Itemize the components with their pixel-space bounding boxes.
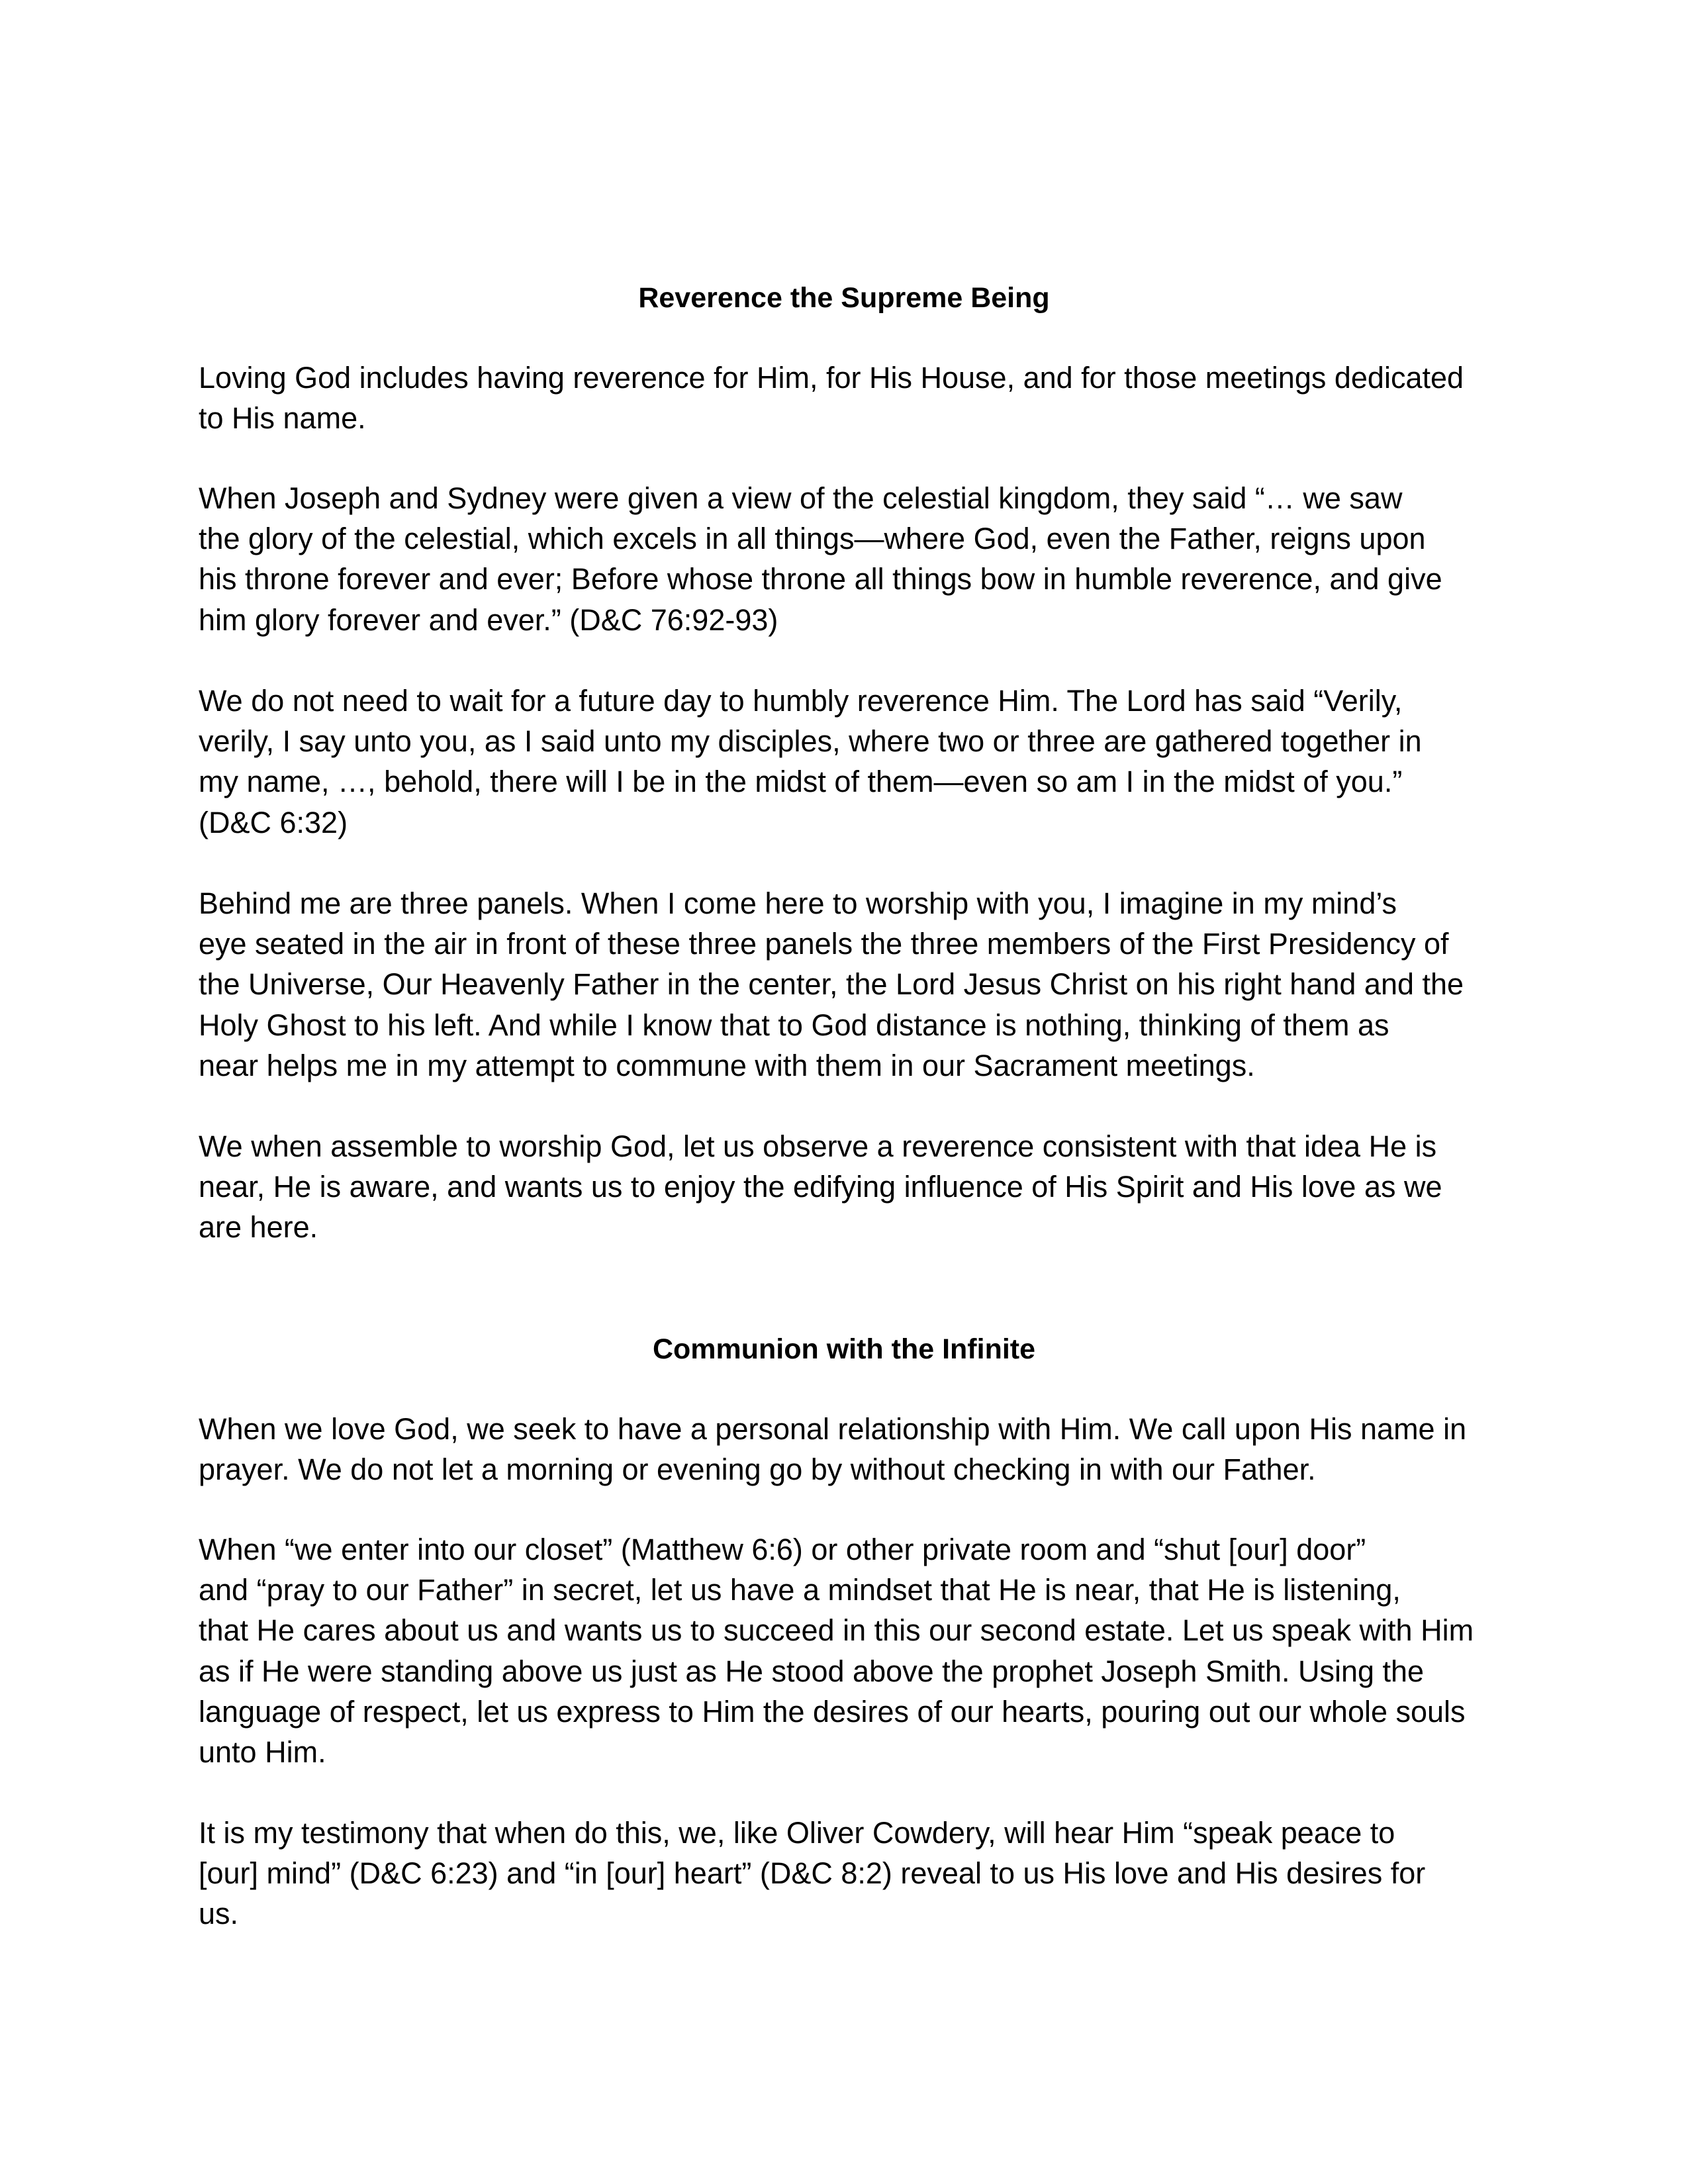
text-line: Holy Ghost to his left. And while I know that to God distance is nothing, thinking of them as <box>199 1008 1389 1042</box>
text-line: us. <box>199 1897 239 1931</box>
text-line: his throne forever and ever; Before whose throne all things bow in humble reverence, and give <box>199 562 1442 596</box>
paragraph-enter-closet <box>199 1529 1496 1772</box>
text-line: We when assemble to worship God, let us observe a reverence consistent with that idea He is <box>199 1129 1437 1163</box>
text-line: verily, I say unto you, as I said unto my disciples, where two or three are gathered together in <box>199 724 1422 759</box>
text-line: that He cares about us and wants us to succeed in this our second estate. Let us speak with Him <box>199 1613 1474 1648</box>
section-heading-reverence: Reverence the Supreme Being <box>638 282 1050 314</box>
text-line: unto Him. <box>199 1735 326 1770</box>
paragraph-assemble-worship <box>199 1126 1496 1248</box>
text-line: my name, …, behold, there will I be in the midst of them—even so am I in the midst of you.” <box>199 765 1403 799</box>
text-line: Loving God includes having reverence for Him, for His House, and for those meetings dedicated <box>199 361 1464 395</box>
text-line: him glory forever and ever.” (D&C 76:92-93) <box>199 602 778 637</box>
text-line: the Universe, Our Heavenly Father in the center, the Lord Jesus Christ on his right hand and the <box>199 967 1464 1002</box>
section-heading-communion: Communion with the Infinite <box>652 1333 1036 1365</box>
paragraph-personal-relationship <box>199 1409 1496 1490</box>
text-line: It is my testimony that when do this, we, like Oliver Cowdery, will hear Him “speak peace to <box>199 1816 1395 1850</box>
paragraph-three-panels <box>199 883 1496 1086</box>
text-line: Behind me are three panels. When I come here to worship with you, I imagine in my mind’s <box>199 886 1397 920</box>
text-line: [our] mind” (D&C 6:23) and “in [our] heart” (D&C 8:2) reveal to us His love and His desires for <box>199 1856 1426 1891</box>
text-line: prayer. We do not let a morning or evening go by without checking in with our Father. <box>199 1452 1316 1487</box>
text-line: When we love God, we seek to have a personal relationship with Him. We call upon His name in <box>199 1412 1467 1446</box>
paragraph-future-day <box>199 681 1496 843</box>
text-line: to His name. <box>199 401 366 436</box>
text-line: When Joseph and Sydney were given a view of the celestial kingdom, they said “… we saw <box>199 481 1403 515</box>
text-line: the glory of the celestial, which excels in all things—where God, even the Father, reigns upon <box>199 522 1426 556</box>
text-line: near, He is aware, and wants us to enjoy the edifying influence of His Spirit and His love as we <box>199 1170 1442 1204</box>
text-line: When “we enter into our closet” (Matthew 6:6) or other private room and “shut [our] door” <box>199 1533 1366 1566</box>
text-line: are here. <box>199 1210 318 1245</box>
text-line: eye seated in the air in front of these three panels the three members of the First Presidency of <box>199 927 1449 961</box>
paragraph-celestial-kingdom <box>199 478 1496 640</box>
text-line: We do not need to wait for a future day to humbly reverence Him. The Lord has said “Verily, <box>199 684 1403 718</box>
text-line: (D&C 6:32) <box>199 805 348 839</box>
text-line: language of respect, let us express to Him the desires of our hearts, pouring out our whole souls <box>199 1694 1466 1729</box>
text-line: near helps me in my attempt to commune with them in our Sacrament meetings. <box>199 1048 1255 1082</box>
text-line: as if He were standing above us just as He stood above the prophet Joseph Smith. Using the <box>199 1654 1425 1688</box>
text-line: and “pray to our Father” in secret, let us have a mindset that He is near, that He is listening, <box>199 1573 1401 1607</box>
paragraph-reverence-intro <box>199 357 1496 438</box>
paragraph-testimony <box>199 1813 1496 1934</box>
